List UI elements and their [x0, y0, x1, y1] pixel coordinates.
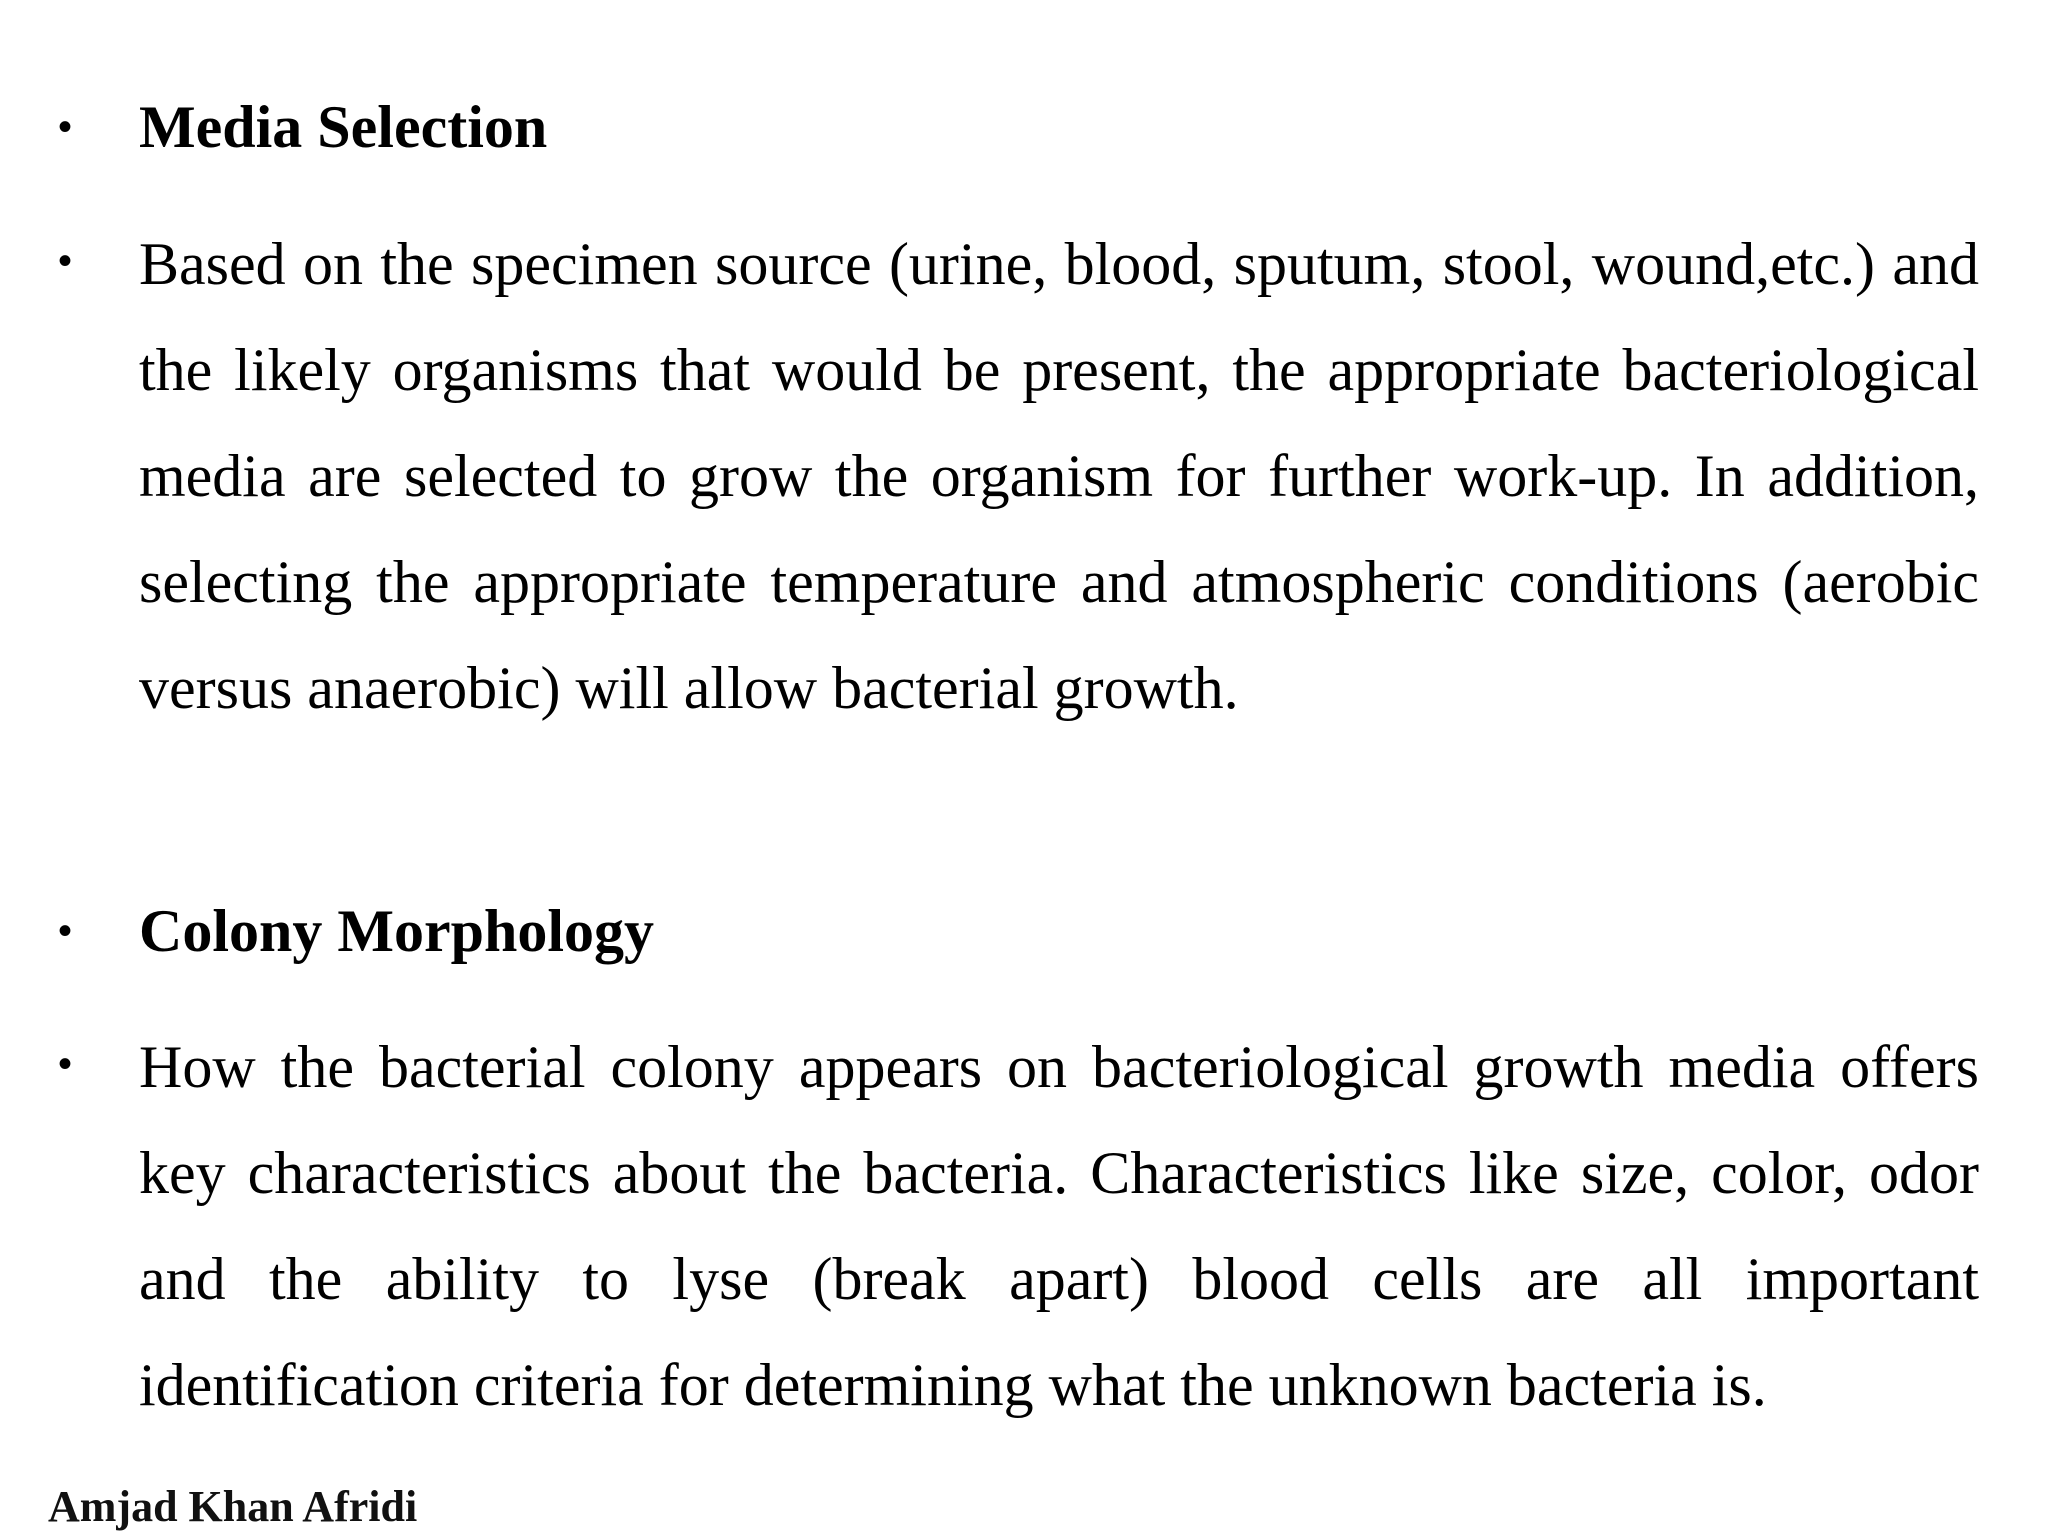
- paragraph-colony-morphology: How the bacterial colony appears on bacteriological growth media offers key characteristics about the bacteria. Characteristics like size, color, odor and the ability to lyse (break apart) blood cells are all important identification criteria for determining what the unknown bacteria is.: [139, 1034, 1979, 1418]
- section-heading-colony-morphology: Colony Morphology: [139, 898, 655, 964]
- bullet-icon: •: [58, 1042, 73, 1086]
- section-heading-media-selection: Media Selection: [139, 94, 548, 160]
- bullet-icon: •: [58, 909, 73, 953]
- paragraph-media-selection: Based on the specimen source (urine, blood, sputum, stool, wound,etc.) and the likely organisms that would be present, the appropriate bacteriological media are selected to grow the organism for further work-up. In addition, selecting the appropriate temperature and atmospheric conditions (aerobic versus anaerobic) will allow bacterial growth.: [139, 231, 1979, 721]
- bullet-icon: •: [58, 105, 73, 149]
- bullet-icon: •: [58, 239, 73, 283]
- author-footer: Amjad Khan Afridi: [48, 1482, 418, 1531]
